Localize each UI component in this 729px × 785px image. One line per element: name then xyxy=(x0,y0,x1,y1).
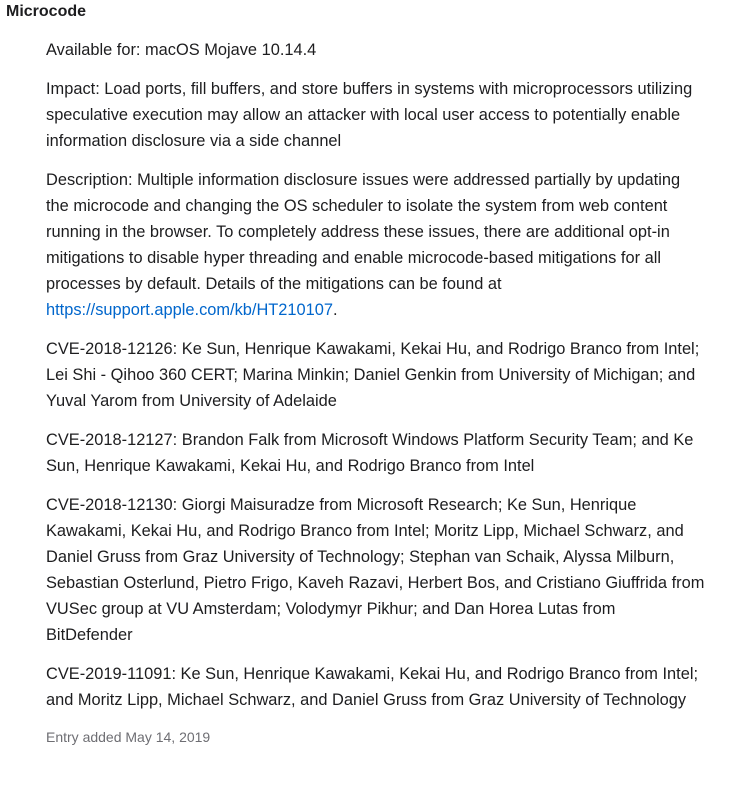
entry-added-date: Entry added May 14, 2019 xyxy=(46,729,211,745)
impact-text: Impact: Load ports, fill buffers, and store buffers in systems with microprocessors utilizing speculative execution may allow an attacker with local user access to potentially enable information disclosure via a side channel xyxy=(46,80,693,150)
cve-credit: CVE-2018-12126: Ke Sun, Henrique Kawakami, Kekai Hu, and Rodrigo Branco from Intel; Lei Shi - Qihoo 360 CERT; Marina Minkin; Daniel Genkin from University of Michigan; and Yuval Yarom from University of Adelaide xyxy=(46,340,700,410)
cve-credit: CVE-2018-12130: Giorgi Maisuradze from Microsoft Research; Ke Sun, Henrique Kawakami, Kekai Hu, and Rodrigo Branco from Intel; Moritz Lipp, Michael Schwarz, and Daniel Gruss from Graz University of Technology; Stephan van Schaik, Alyssa Milburn, Sebastian Osterlund, Pietro Frigo, Kaveh Razavi, Herbert Bos, and Cristiano Giuffrida from VUSec group at VU Amsterdam; Volodymyr Pikhur; and Dan Horea Lutas from BitDefender xyxy=(46,496,705,644)
description-end: . xyxy=(333,301,338,319)
description-paragraph xyxy=(46,167,706,323)
security-entry xyxy=(46,37,706,760)
support-link[interactable]: https://support.apple.com/kb/HT210107 xyxy=(46,301,334,319)
cve-credit: CVE-2018-12127: Brandon Falk from Microsoft Windows Platform Security Team; and Ke Sun, Henrique Kawakami, Kekai Hu, and Rodrigo Branco from Intel xyxy=(46,431,694,475)
section-title: Microcode xyxy=(6,3,87,20)
description-text: Description: Multiple information disclosure issues were addressed partially by updating the microcode and changing the OS scheduler to isolate the system from web content running in the browser. To completely address these issues, there are additional opt-in mitigations to disable hyper threading and enable microcode-based mitigations for all processes by default. Details of the mitigations can be found at xyxy=(46,171,681,293)
available-for: Available for: macOS Mojave 10.14.4 xyxy=(46,41,317,59)
cve-credit: CVE-2019-11091: Ke Sun, Henrique Kawakami, Kekai Hu, and Rodrigo Branco from Intel; and Moritz Lipp, Michael Schwarz, and Daniel Gruss from Graz University of Technology xyxy=(46,665,699,709)
